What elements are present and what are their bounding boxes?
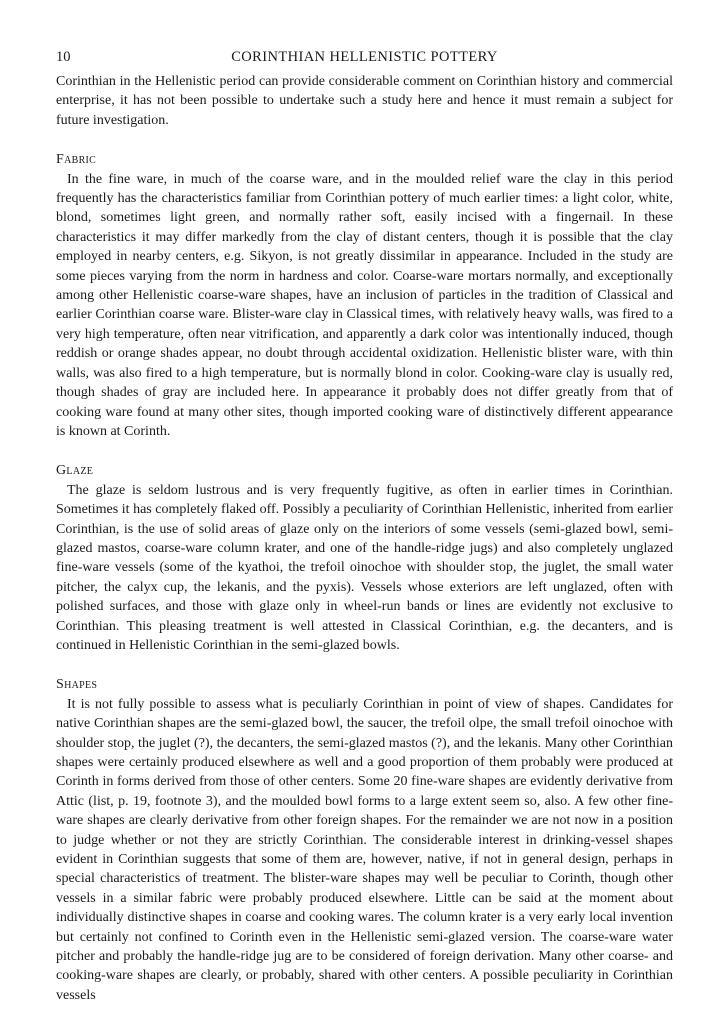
section-body-glaze: The glaze is seldom lustrous and is very frequently fugitive, as often in earlier times in Corinthian. Sometimes it has completely flaked off. Possibly a peculiarity of Corinthian Hellenistic, inherited from earlier Corinthian, is the use of solid areas of glaze only on the interiors of some vessels (semi-glazed bowl, semi-glazed mastos, coarse-ware column krater, and one of the handle-ridge jugs) and also completely unglazed fine-ware vessels (some of the kyathoi, the trefoil oinochoe with shoulder stop, the juglet, the small water pitcher, the calyx cup, the lekanis, and the pyxis). Vessels whose exteriors are left unglazed, often with polished surfaces, and those with glaze only in wheel-run bands or lines are evidently not exclusive to Corinthian. This pleasing treatment is well attested in Classical Corinthian, e.g. the decanters, and is continued in Hellenistic Corinthian in the semi-glazed bowls. [56, 482, 673, 653]
section-fabric [56, 150, 673, 441]
section-heading-shapes: Shapes [56, 677, 98, 693]
section-glaze [56, 461, 673, 655]
section-heading-fabric: Fabric [56, 152, 97, 168]
intro-paragraph: Corinthian in the Hellenistic period can provide considerable comment on Corinthian history and commercial enterprise, it has not been possible to undertake such a study here and hence it must remain a subject for future investigation. [56, 74, 673, 128]
running-title: CORINTHIAN HELLENISTIC POTTERY [231, 49, 498, 65]
section-shapes [56, 675, 673, 1005]
page [56, 46, 673, 1025]
page-number: 10 [56, 49, 71, 65]
section-body-shapes: It is not fully possible to assess what is peculiarly Corinthian in point of view of shapes. Candidates for native Corinthian shapes are the semi-glazed bowl, the saucer, the trefoil olpe, the small trefoil oinochoe with shoulder stop, the juglet (?), the decanters, the semi-glazed mastos (?), and the lekanis. Many other Corinthian shapes were certainly produced elsewhere as well and a good proportion of them probably were produced at Corinth in forms derived from those of other centers. Some 20 fine-ware shapes are evidently derivative from Attic (list, p. 19, footnote 3), and the moulded bowl forms to a large extent seem so, also. A few other fine-ware shapes are clearly derivative from other foreign shapes. For the remainder we are not now in a position to judge whether or not they are strictly Corinthian. The considerable interest in drinking-vessel shapes evident in Corinthian suggests that some of them are, however, native, if not in general design, perhaps in special characteristics of treatment. The blister-ware shapes may well be peculiar to Corinth, though other vessels in a similar fabric were probably produced elsewhere. Little can be said at the moment about individually distinctive shapes in coarse and cooking wares. The column krater is a very early local invention but certainly not confined to Corinth even in the Hellenistic semi-glazed version. The coarse-ware water pitcher and probably the handle-ridge jug are to be considered of foreign derivation. Many other coarse- and cooking-ware shapes are clearly, or probably, shared with other centers. A possible peculiarity in Corinthian vessels [56, 696, 673, 1003]
section-body-fabric: In the fine ware, in much of the coarse ware, and in the moulded relief ware the clay in this period frequently has the characteristics familiar from Corinthian pottery of much earlier times: a light color, white, blond, sometimes light green, and normally rather soft, easily incised with a fingernail. In these characteristics it may differ markedly from the clay of distant centers, though it is possible that the clay employed in nearby centers, e.g. Sikyon, is not greatly dissimilar in appearance. Included in the study are some pieces varying from the norm in hardness and color. Coarse-ware mortars normally, and exceptionally among other Hellenistic coarse-ware shapes, have an inclusion of particles in the tradition of Classical and earlier Corinthian coarse ware. Blister-ware clay in Classical times, with relatively heavy walls, was fired to a very high temperature, often near vitrification, and apparently a dark color was intentionally induced, though reddish or orange shades appear, no doubt through accidental oxidization. Hellenistic blister ware, with thin walls, was also fired to a high temperature, but is normally blond in color. Cooking-ware clay is usually red, though shades of gray are included here. In appearance it probably does not differ greatly from that of cooking ware found at many other sites, though imported cooking ware of distinctively different appearance is known at Corinth. [56, 171, 673, 439]
section-heading-glaze: Glaze [56, 463, 94, 479]
running-head [56, 46, 673, 68]
